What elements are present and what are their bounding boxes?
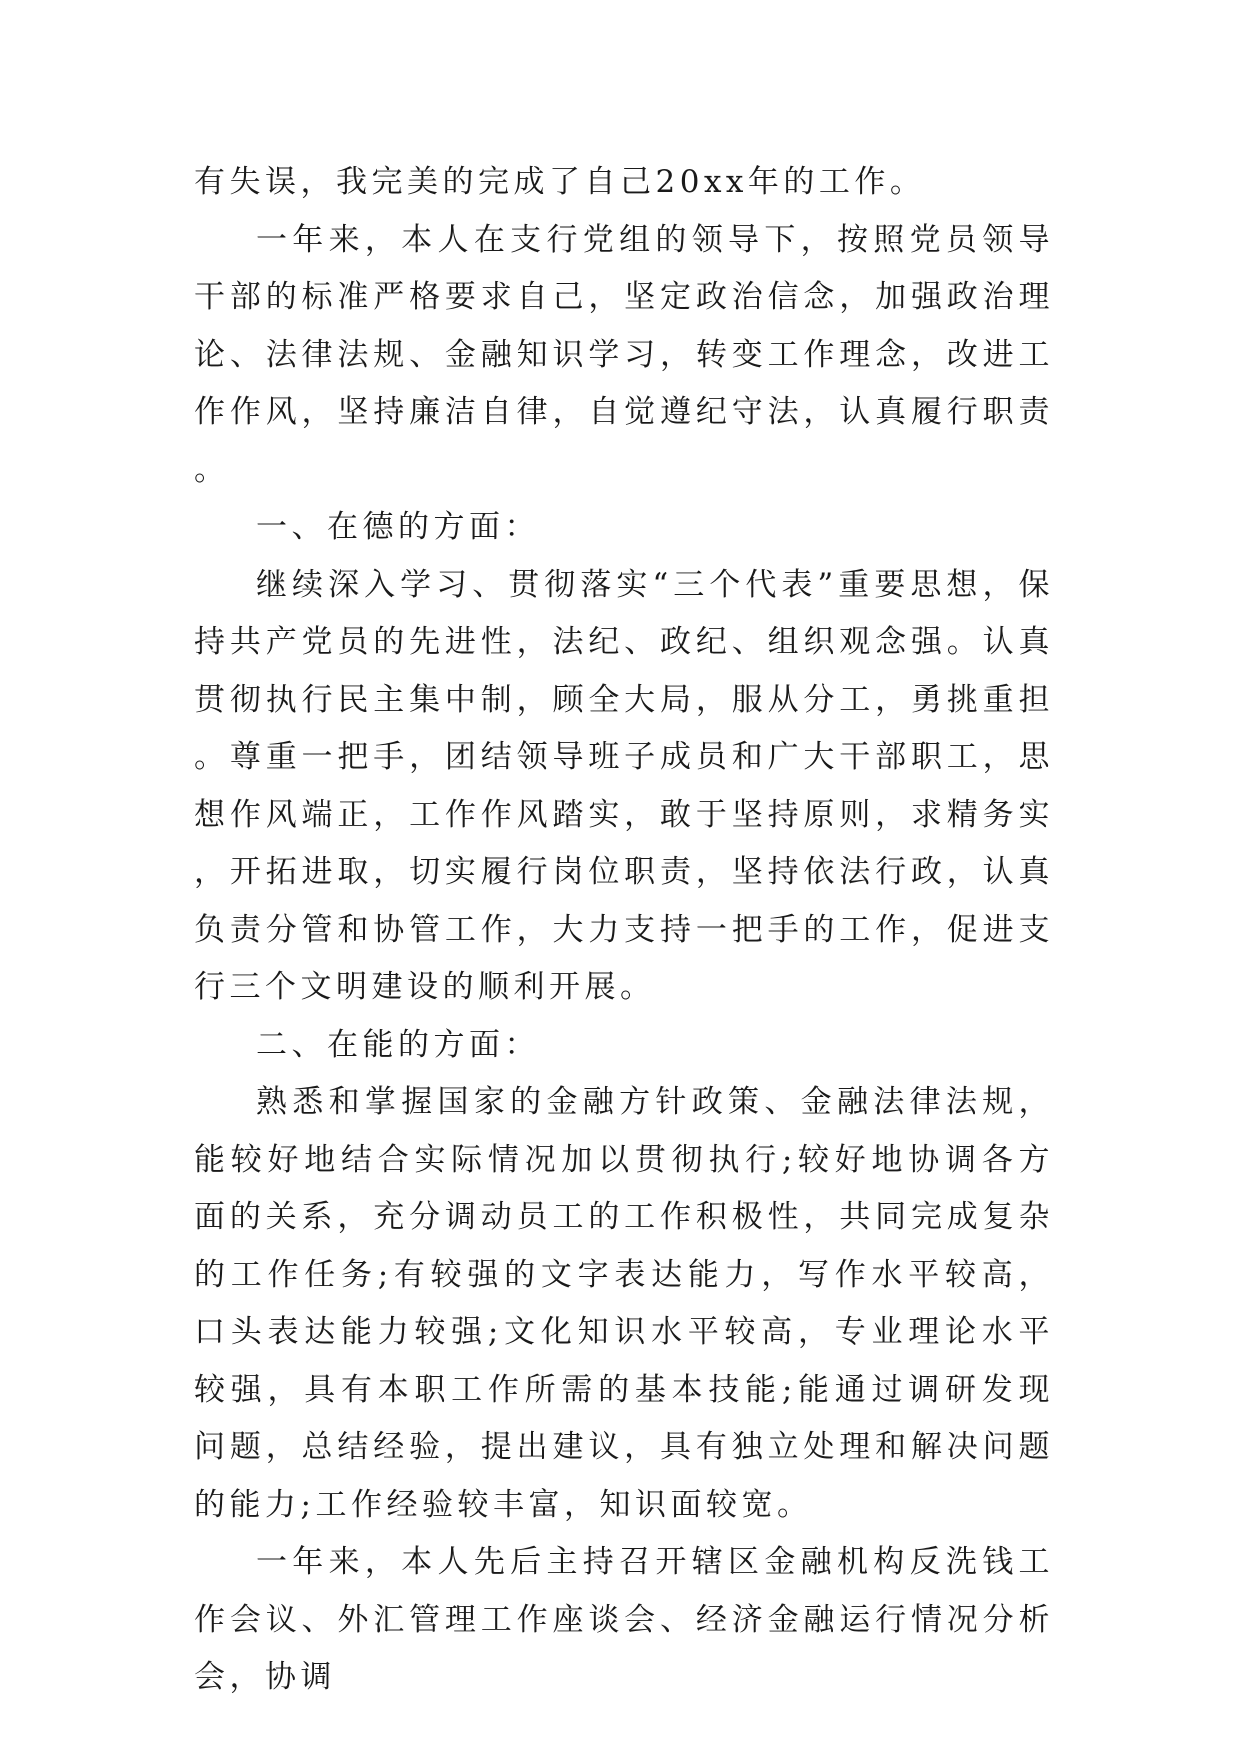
paragraph-ability: 熟悉和掌握国家的金融方针政策、金融法律法规，能较好地结合实际情况加以贯彻执行;较好地协调各方面的关系，充分调动员工的工作积极性，共同完成复杂的工作任务;有较强的文字表达能力，写作水平较高，口头表达能力较强;文化知识水平较高，专业理论水平较强，具有本职工作所需的基本技能;能通过调研发现问题，总结经验，提出建议，具有独立处理和解决问题的能力;工作经验较丰富，知识面较宽。 (194, 1084, 1054, 1523)
section-heading-virtue: 一、在德的方面： (256, 509, 540, 545)
paragraph-intro: 一年来，本人在支行党组的领导下，按照党员领导干部的标准严格要求自己，坚定政治信念，加强政治理论、法律法规、金融知识学习，转变工作理念，改进工作作风，坚持廉洁自律，自觉遵纪守法，认真履行职责。 (194, 221, 1054, 488)
section-heading-ability: 二、在能的方面： (256, 1026, 540, 1063)
paragraph-virtue: 继续深入学习、贯彻落实“三个代表”重要思想，保持共产党员的先进性，法纪、政纪、组织观念强。认真贯彻执行民主集中制，顾全大局，服从分工，勇挑重担。尊重一把手，团结领导班子成员和广大干部职工，思想作风端正，工作作风踏实，敢于坚持原则，求精务实，开拓进取，切实履行岗位职责，坚持依法行政，认真负责分管和协管工作，大力支持一把手的工作，促进支行三个文明建设的顺利开展。 (194, 566, 1054, 1005)
document-body (194, 154, 1054, 1707)
paragraph-continuation: 有失误，我完美的完成了自己20xx年的工作。 (194, 164, 926, 200)
paragraph-meetings: 一年来，本人先后主持召开辖区金融机构反洗钱工作会议、外汇管理工作座谈会、经济金融运行情况分析会，协调 (194, 1544, 1054, 1695)
